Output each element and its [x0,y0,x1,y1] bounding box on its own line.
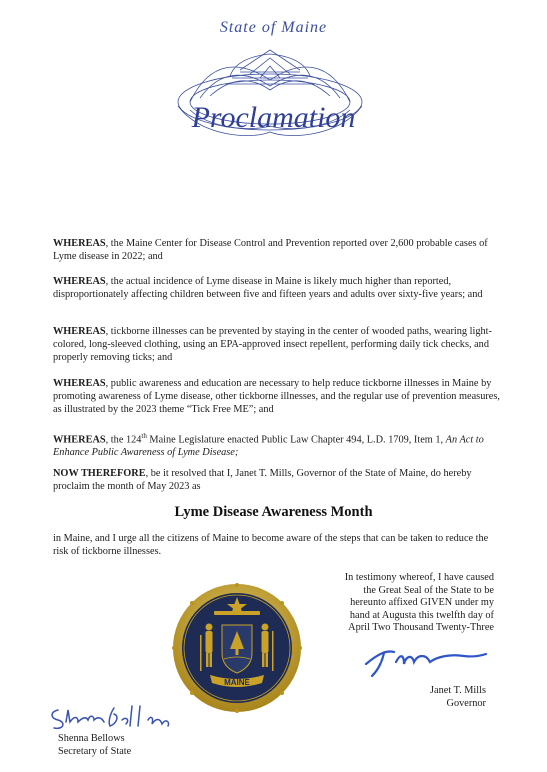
state-of-maine-heading: State of Maine [219,19,328,36]
act-title: An Act to Enhance Public Awareness of Lyme Disease; [53,434,484,459]
whereas-paragraph-3 [53,326,503,365]
testimony-block [326,572,494,635]
whereas-lead: WHEREAS [53,276,106,287]
proclamation-title: Proclamation [191,101,356,134]
governor-title: Governor [446,698,486,709]
whereas-lead: WHEREAS [53,378,106,389]
whereas-lead: WHEREAS [53,326,106,337]
paragraph-text: , the Maine Center for Disease Control and Prevention reported over 2,600 probable cases of Lyme disease in 2022; and [53,238,488,262]
closing-text: in Maine, and I urge all the citizens of Maine to become aware of the steps that can be taken to reduce the risk of tickborne illnesses. [53,533,489,557]
whereas-paragraph-1 [53,238,503,264]
whereas-paragraph-5 [53,430,503,460]
whereas-paragraph-2 [53,276,503,302]
proclamation-body [53,238,503,498]
now-therefore-lead: NOW THEREFORE [53,468,146,479]
proclaimed-month-title: Lyme Disease Awareness Month [174,504,373,520]
paragraph-text: , be it resolved that I, Janet T. Mills, Governor of the State of Maine, do hereby proclaim the month of May 2023 as [53,468,472,492]
governor-name: Janet T. Mills [430,685,486,696]
now-therefore-paragraph [53,468,503,494]
governor-signature-block [370,684,486,710]
seal-maine-text: MAINE [224,678,250,687]
secretary-name: Shenna Bellows [58,733,125,744]
paragraph-text: Maine Legislature enacted Public Law Chapter 494, L.D. 1709, Item 1, [146,434,446,446]
whereas-paragraph-4 [53,378,503,417]
paragraph-text: , public awareness and education are necessary to help reduce tickborne illnesses in Maine by promoting awareness of Lyme disease, other tickborne illnesses, and the regular use of prevention measures, as illustrated by the 2023 theme “Tick Free ME”; and [53,378,500,415]
secretary-signature [44,700,194,734]
secretary-signature-block [58,733,131,758]
great-seal-of-maine [172,583,302,713]
governor-signature [360,640,490,680]
ordinal-superscript: th [141,432,147,440]
testimony-line: the Great Seal of the State to be [363,584,494,596]
testimony-line: April Two Thousand Twenty-Three [348,622,494,633]
whereas-lead: WHEREAS [53,238,106,249]
paragraph-text: , tickborne illnesses can be prevented by staying in the center of wooded paths, wearing light-colored, long-sleeved clothing, using an EPA-approved insect repellent, performing daily tick checks, and properly removing ticks; and [53,326,492,363]
whereas-lead: WHEREAS [53,434,106,446]
paragraph-text: , the 124 [105,434,142,446]
testimony-line: hereunto affixed GIVEN under my [350,597,494,608]
testimony-line: hand at Augusta this twelfth day of [349,609,494,621]
paragraph-text: , the actual incidence of Lyme disease in Maine is likely much higher than reported, disproportionately affecting children between five and fifteen years and adults over sixty-five years; and [53,276,483,300]
testimony-line: In testimony whereof, I have caused [344,572,494,583]
secretary-title: Secretary of State [58,745,132,757]
